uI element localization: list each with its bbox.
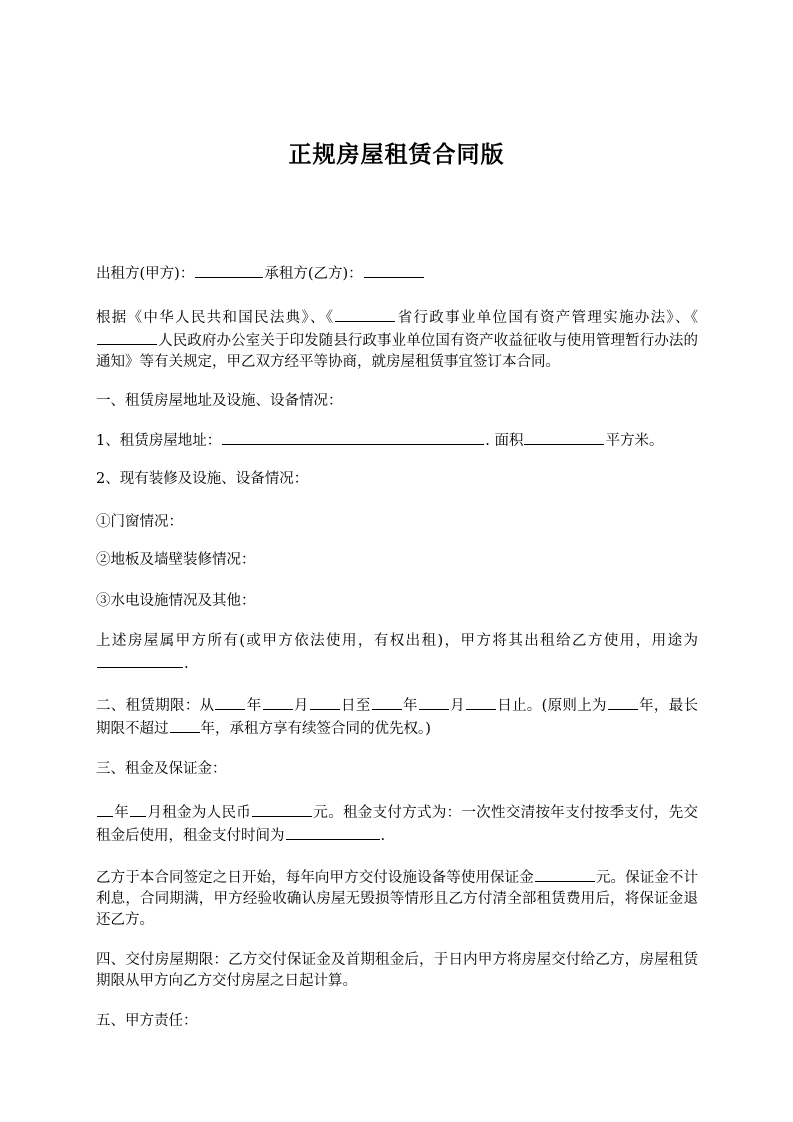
month-text: 月 [293, 698, 309, 714]
purpose-blank [97, 652, 183, 668]
item-doors-windows: ①门窗情况： [96, 514, 183, 530]
term-years-blank [608, 694, 638, 710]
start-day-blank [310, 694, 340, 710]
city-blank [97, 329, 157, 345]
section-4-paragraph: 四、交付房屋期限：乙方交付保证金及首期租金后，于日内甲方将房屋交付给乙方，房屋租赁期限从甲方向乙方交付房屋之日起计算。 [96, 952, 698, 989]
rent-payment-text: 元。租金支付方式为：一次性交清按年支付按季支付，先交租金后使用，租金支付时间为 [96, 805, 699, 844]
address-blank [222, 429, 484, 445]
payment-time-blank [286, 824, 380, 840]
rent-month-blank [130, 801, 146, 817]
rent-end: . [380, 828, 386, 844]
term-from: 二、租赁期限：从 [96, 698, 215, 714]
area-label: . 面积 [485, 433, 524, 449]
section-1-2: 2、现有装修及设施、设备情况： [96, 471, 309, 487]
address-label: 1、租赁房屋地址： [96, 433, 222, 449]
section-3-heading: 三、租金及保证金： [96, 761, 227, 777]
basis-text-3: 人民政府办公室关于印发随县行政事业单位国有资产收益征收与使用管理暂行办法的通知》等有关规定，甲乙双方经平等协商，就房屋租赁事宜签订本合同。 [96, 333, 698, 370]
area-unit: 平方米。 [605, 433, 664, 449]
purpose-paragraph [96, 631, 698, 675]
lessee-label: 承租方(乙方)： [264, 266, 363, 282]
start-month-blank [263, 694, 293, 710]
item-utilities: ③水电设施情况及其他： [96, 593, 256, 609]
parties-line [96, 262, 698, 285]
purpose-text: 上述房屋属甲方所有(或甲方依法使用，有权出租)，甲方将其出租给乙方使用，用途为 [96, 633, 698, 649]
lease-term-paragraph [96, 694, 698, 740]
end-day-blank [466, 694, 496, 710]
rent-paragraph [96, 801, 698, 847]
page-title: 正规房屋租赁合同版 [288, 142, 505, 168]
section-5-heading: 五、甲方责任： [96, 1013, 198, 1029]
year-text: 年 [246, 698, 262, 714]
deposit-text-2: 元。保证金不计利息，合同期满，甲方经验收确认房屋无毁损等情形且乙方付清全部租赁费用后，将保证金退还乙方。 [96, 870, 699, 928]
lessee-blank [364, 262, 424, 278]
rent-amount-blank [252, 801, 312, 817]
deposit-text-1: 乙方于本合同签定之日开始，每年向甲方交付设施设备等使用保证金 [96, 870, 534, 886]
day-end-text: 日止。(原则上为 [496, 698, 607, 714]
rent-month-text: 月租金为人民币 [147, 805, 252, 821]
lessor-label: 出租方(甲方)： [96, 266, 195, 282]
rent-year-text: 年 [114, 805, 130, 821]
end-month-blank [419, 694, 449, 710]
renewal-text: 年，承租方享有续签合同的优先权。) [200, 721, 431, 737]
province-blank [335, 306, 395, 322]
rent-year-blank [97, 801, 113, 817]
basis-text-2: 省行政事业单位国有资产管理实施办法》、《 [396, 310, 699, 326]
address-line [96, 429, 698, 452]
year-text: 年 [402, 698, 418, 714]
area-blank [524, 429, 604, 445]
deposit-amount-blank [535, 866, 595, 882]
month-text: 月 [449, 698, 465, 714]
purpose-end: . [184, 656, 189, 672]
section-1-heading: 一、租赁房屋地址及设施、设备情况： [96, 393, 343, 409]
end-year-blank [372, 694, 402, 710]
max-term-text: 年，最长期限不超过 [96, 698, 699, 737]
day-to-text: 日至 [340, 698, 371, 714]
deposit-paragraph [96, 866, 698, 931]
lessor-blank [195, 262, 263, 278]
basis-text-1: 根据《中华人民共和国民法典》、《 [96, 310, 335, 326]
start-year-blank [215, 694, 245, 710]
basis-paragraph [96, 306, 698, 373]
item-floor-walls: ②地板及墙壁装修情况： [96, 552, 256, 568]
contract-body [96, 262, 698, 1032]
max-years-blank [170, 717, 200, 733]
